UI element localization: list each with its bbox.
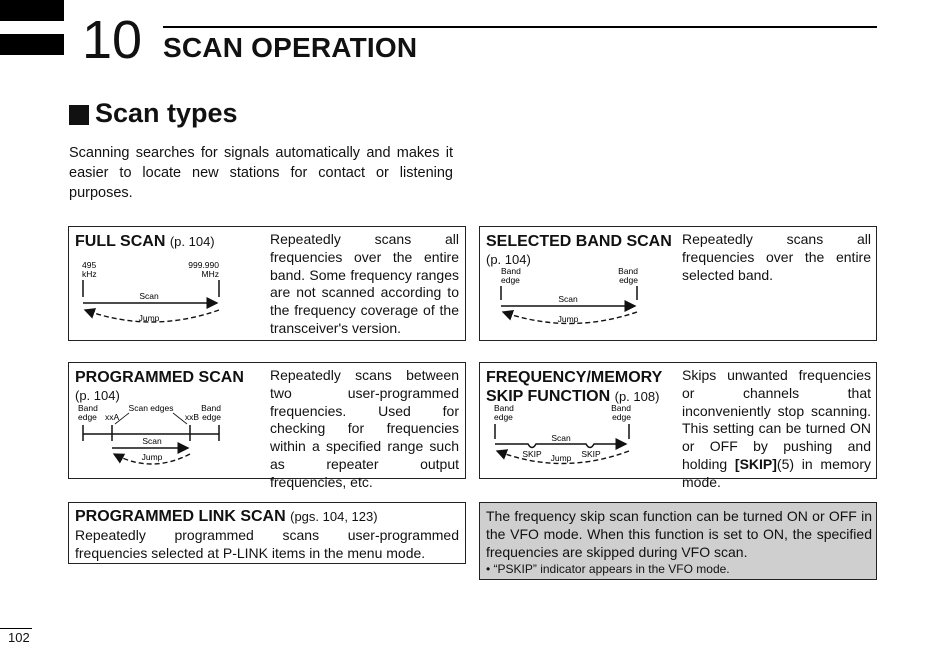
full-scan-title: FULL SCAN (p. 104) xyxy=(75,233,215,250)
section-title: Scan types xyxy=(95,98,238,128)
selected-band-left-bottom: edge xyxy=(501,275,520,285)
selected-band-scan-diagram xyxy=(480,227,680,340)
selected-band-scan-description: Repeatedly scans all frequencies over the entire selected band. xyxy=(682,231,871,283)
programmed-jump-label: Jump xyxy=(141,452,163,462)
selected-band-right-top: Band xyxy=(618,266,638,276)
chapter-tab-bar xyxy=(0,34,64,55)
programmed-right-bottom: edge xyxy=(202,412,221,422)
skip-scan-label: Scan xyxy=(551,433,571,443)
chapter-number: 10 xyxy=(82,10,143,70)
skip-right-top: Band xyxy=(611,403,631,413)
selected-band-right-bottom: edge xyxy=(619,275,638,285)
section-bullet-icon xyxy=(69,105,89,125)
programmed-scan-ref: (p. 104) xyxy=(75,388,120,403)
full-scan-scan-label: Scan xyxy=(139,291,159,301)
chapter-tab-bar xyxy=(0,0,64,21)
note-box xyxy=(479,502,877,580)
skip-left-top: Band xyxy=(494,403,514,413)
programmed-scan-description: Repeatedly scans between two user-programmed frequencies. Used for checking for frequencies within a specified range such as repeater output frequencies, etc. xyxy=(270,367,459,490)
programmed-link-scan-box xyxy=(68,502,466,564)
page-number-rule xyxy=(0,628,32,629)
selected-band-scan-ref: (p. 104) xyxy=(486,252,531,267)
section-intro: Scanning searches for signals automatically and makes it easier to locate new stations for contact or listening purposes. xyxy=(69,145,453,201)
header-rule xyxy=(163,26,877,28)
programmed-scan-diagram xyxy=(69,363,269,478)
skip-function-description: Skips unwanted frequencies or channels that inconveniently stop scanning. This setting can be turned ON or OFF by pushing and holding [SKIP](5) in memory mode. xyxy=(682,367,871,490)
skip-right-label: SKIP xyxy=(581,449,601,459)
full-scan-right-top: 999.990 xyxy=(188,260,219,270)
full-scan-jump-label: Jump xyxy=(138,313,160,323)
note-text: The frequency skip scan function can be turned ON or OFF in the VFO mode. When this function is set to ON, the specified frequencies are skipped during VFO scan. xyxy=(486,508,872,561)
programmed-left-top: Band xyxy=(78,403,98,413)
selected-band-scan-box xyxy=(479,226,877,341)
selected-band-left-top: Band xyxy=(501,266,521,276)
page-number: 102 xyxy=(8,630,30,645)
skip-function-box xyxy=(479,362,877,490)
programmed-scan-box xyxy=(68,362,466,490)
selected-band-scan-label: Scan xyxy=(558,294,578,304)
chapter-title: SCAN OPERATION xyxy=(163,32,418,63)
programmed-left-bottom: edge xyxy=(78,412,97,422)
programmed-link-scan-description: Repeatedly programmed scans user-programmed frequencies selected at P-LINK items in the menu mode. xyxy=(75,527,459,561)
selected-band-scan-title: SELECTED BAND SCAN xyxy=(486,233,672,250)
full-scan-left-bottom: kHz xyxy=(82,269,97,279)
full-scan-diagram xyxy=(69,227,269,340)
note-bullet: • “PSKIP” indicator appears in the VFO mode. xyxy=(486,562,730,576)
full-scan-right-bottom: MHz xyxy=(201,269,219,279)
programmed-xxA: xxA xyxy=(105,412,120,422)
skip-left-label: SKIP xyxy=(522,449,542,459)
programmed-right-top: Band xyxy=(201,403,221,413)
programmed-xxB: xxB xyxy=(184,412,199,422)
full-scan-left-top: 495 xyxy=(82,260,97,270)
programmed-scan-label: Scan xyxy=(142,436,162,446)
programmed-link-scan-title: PROGRAMMED LINK SCAN (pgs. 104, 123) xyxy=(75,508,378,525)
skip-function-title: FREQUENCY/MEMORY SKIP FUNCTION (p. 108) xyxy=(486,369,663,405)
full-scan-box xyxy=(68,226,466,341)
programmed-scan-title: PROGRAMMED SCAN xyxy=(75,369,244,386)
skip-right-bottom: edge xyxy=(612,412,631,422)
skip-left-bottom: edge xyxy=(494,412,513,422)
skip-jump-label: Jump xyxy=(550,453,572,463)
scan-arrow xyxy=(495,444,626,448)
programmed-scan-edges: Scan edges xyxy=(128,403,174,413)
full-scan-description: Repeatedly scans all frequencies over the entire band. Some frequency ranges are not scanned according to the frequency coverage of the transceiver's version. xyxy=(270,231,459,336)
selected-band-jump-label: Jump xyxy=(557,314,579,324)
skip-function-diagram xyxy=(480,363,680,478)
